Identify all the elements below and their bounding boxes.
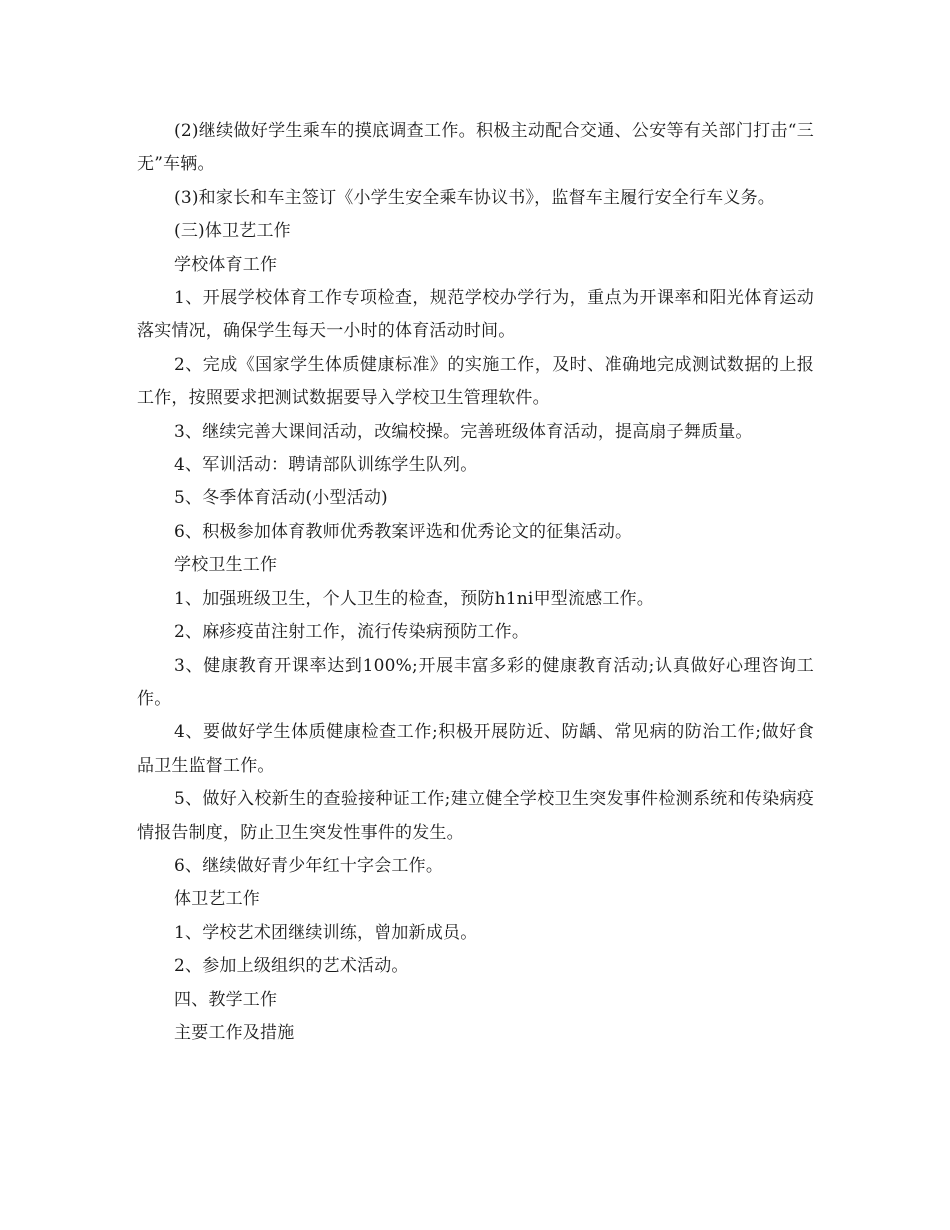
paragraph: 2、麻疹疫苗注射工作，流行传染病预防工作。 (174, 622, 530, 643)
paragraph: 3、继续完善大课间活动，改编校操。完善班级体育活动，提高扇子舞质量。 (174, 421, 753, 442)
section-heading: (三)体卫艺工作 (174, 221, 291, 242)
paragraph: 1、学校艺术团继续训练，曾加新成员。 (174, 922, 478, 943)
subsection-heading: 主要工作及措施 (174, 1022, 295, 1043)
paragraph: (3)和家长和车主签订《小学生安全乘车协议书》，监督车主履行安全行车义务。 (174, 187, 775, 208)
paragraph: 6、积极参加体育教师优秀教案评选和优秀论文的征集活动。 (174, 521, 633, 542)
section-heading: 四、教学工作 (174, 989, 278, 1010)
paragraph: 4、军训活动：聘请部队训练学生队列。 (174, 455, 478, 476)
document-body (137, 115, 814, 1050)
paragraph: 1、开展学校体育工作专项检查，规范学校办学行为，重点为开课率和阳光体育运动落实情况，确保学生每天一小时的体育活动时间。 (137, 288, 814, 342)
paragraph: 2、完成《国家学生体质健康标准》的实施工作，及时、准确地完成测试数据的上报工作，按照要求把测试数据要导入学校卫生管理软件。 (137, 354, 814, 409)
subsection-heading: 学校体育工作 (174, 254, 278, 275)
paragraph: (2)继续做好学生乘车的摸底调查工作。积极主动配合交通、公安等有关部门打击“三无”车辆。 (137, 121, 814, 175)
paragraph: 5、做好入校新生的查验接种证工作;建立健全学校卫生突发事件检测系统和传染病疫情报告制度，防止卫生突发性事件的发生。 (137, 789, 814, 843)
subsection-heading: 体卫艺工作 (174, 889, 260, 910)
paragraph: 6、继续做好青少年红十字会工作。 (174, 855, 444, 876)
paragraph: 5、冬季体育活动(小型活动) (174, 488, 388, 509)
paragraph: 3、健康教育开课率达到100%;开展丰富多彩的健康教育活动;认真做好心理咨询工作。 (137, 655, 814, 709)
paragraph: 2、参加上级组织的艺术活动。 (174, 956, 409, 977)
paragraph: 4、要做好学生体质健康检查工作;积极开展防近、防龋、常见病的防治工作;做好食品卫生监督工作。 (137, 722, 814, 776)
paragraph: 1、加强班级卫生，个人卫生的检查，预防h1ni甲型流感工作。 (174, 588, 654, 609)
subsection-heading: 学校卫生工作 (174, 555, 278, 576)
